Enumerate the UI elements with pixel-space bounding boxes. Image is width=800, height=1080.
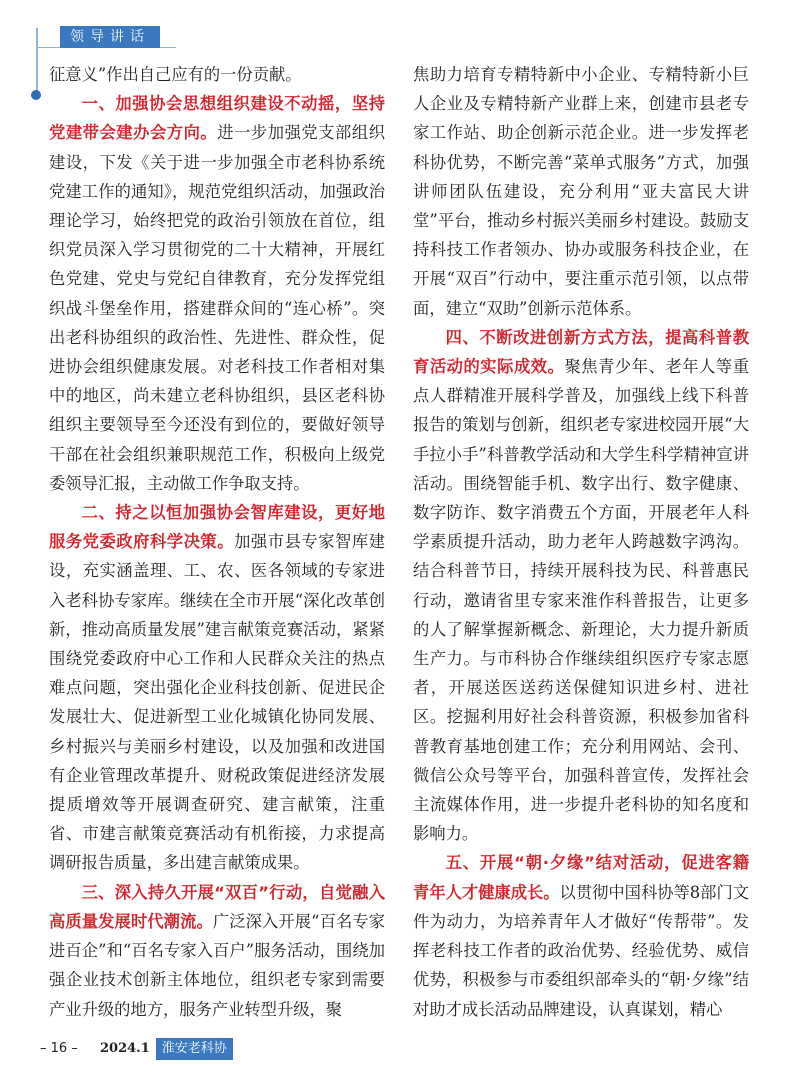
paragraph-4-heading: 四、不断改进创新方式方法，提高科普教育活动的实际成效。 <box>413 327 749 377</box>
paragraph-3-body: 广泛深入开展“百名专家进百企”和“百名专家入百户”服务活动，围绕加强企业技术创新主体地位，组织老专家到需要产业升级的地方，服务产业转型升级，聚 <box>49 911 385 1019</box>
paragraph-5 <box>413 848 749 1023</box>
paragraph-2-heading: 二、持之以恒加强协会智库建设，更好地服务党委政府科学决策。 <box>49 503 385 552</box>
header-decor-dot <box>31 90 41 100</box>
issue-number: 2024.1 <box>100 1041 150 1056</box>
paragraph-continued: 征意义”作出自己应有的一份贡献。 <box>49 65 302 84</box>
paragraph-2-body: 加强市县专家智库建设，充实涵盖理、工、农、医各领域的专家进入老科协专家库。继续在全市开展“深化改革创新，推动高质量发展”建言献策竞赛活动，紧紧围绕党委政府中心工作和人民群众关注的热点难点问题，突出强化企业科技创新、促进民企发展壮大、促进新型工业化城镇化协同发展、乡村振兴与美丽乡村建设，以及加强和改进国有企业管理改革提升、财税政策促进经济发展提质增效等开展调查研究、建言献策，注重省、市建言献策竞赛活动有机衔接，力求提高调研报告质量，多出建言献策成果。 <box>49 532 385 873</box>
paragraph-1-body: 进一步加强党支部组织建设，下发《关于进一步加强全市老科协系统党建工作的通知》，规范党组织活动，加强政治理论学习，始终把党的政治引领放在首位，组织党员深入学习贯彻党的二十大精神，开展红色党建、党史与党纪自律教育，充分发挥党组织战斗堡垒作用，搭建群众间的“连心桥”。突出老科协组织的政治性、先进性、群众性，促进协会组织健康发展。对老科技工作者相对集中的地区，尚未建立老科协组织，县区老科协组织主要领导至今还没有到位的，要做好领导干部在社会组织兼职规范工作，积极向上级党委领导汇报，主动做工作争取支持。 <box>49 123 385 493</box>
right-column <box>413 60 749 1024</box>
page-number: – 16 – <box>40 1041 78 1056</box>
left-column <box>49 60 385 1024</box>
paragraph-5-body: 以贯彻中国科协等8部门文件为动力，为培养青年人才做好“传帮带”。发挥老科技工作者的政治优势、经验优势、威信优势，积极参与市委组织部牵头的“朝·夕缘”结对助才成长活动品牌建设，认真谋划，精心 <box>413 882 750 1019</box>
section-tag: 领导讲话 <box>60 26 160 48</box>
paragraph-3-continued: 焦助力培育专精特新中小企业、专精特新小巨人企业及专精特新产业群上来，创建市县老专家工作站、助企创新示范企业。进一步发挥老科协优势，不断完善“菜单式服务”方式，加强讲师团队伍建设，充分利用“亚夫富民大讲堂”平台，推动乡村振兴美丽乡村建设。鼓励支持科技工作者领办、协办或服务科技企业，在开展“双百”行动中，要注重示范引领，以点带面，建立“双助”创新示范体系。 <box>413 65 749 318</box>
paragraph-5-heading: 五、开展“朝·夕缘”结对活动，促进客籍青年人才健康成长。 <box>413 853 749 902</box>
paragraph-1 <box>49 89 385 498</box>
paragraph-3 <box>49 878 385 1024</box>
paragraph-4 <box>413 323 749 849</box>
paragraph-3-heading: 三、深入持久开展“双百”行动，自觉融入高质量发展时代潮流。 <box>49 882 385 931</box>
paragraph-2 <box>49 498 385 878</box>
paragraph-1-heading: 一、加强协会思想组织建设不动摇，坚持党建带会建办会方向。 <box>49 94 385 143</box>
header-decor-line-vertical <box>36 28 38 92</box>
page-footer <box>40 1038 233 1060</box>
journal-name: 淮安老科协 <box>156 1038 233 1060</box>
paragraph-4-body: 聚焦青少年、老年人等重点人群精准开展科学普及，加强线上线下科普报告的策划与创新，组织老专家进校园开展“大手拉小手”科普教学活动和大学生科学精神宣讲活动。围绕智能手机、数字出行、数字健康、数字防诈、数字消费五个方面，开展老年人科学素质提升活动，助力老年人跨越数字鸿沟。结合科普节日，持续开展科技为民、科普惠民行动，邀请省里专家来淮作科普报告，让更多的人了解掌握新概念、新理论，大力提升新质生产力。与市科协合作继续组织医疗专家志愿者，开展送医送药送保健知识进乡村、进社区。挖掘利用好社会科普资源，积极参加省科普教育基地创建工作；充分利用网站、会刊、微信公众号等平台，加强科普宣传，发挥社会主流媒体作用，进一步提升老科协的知名度和影响力。 <box>413 357 749 844</box>
